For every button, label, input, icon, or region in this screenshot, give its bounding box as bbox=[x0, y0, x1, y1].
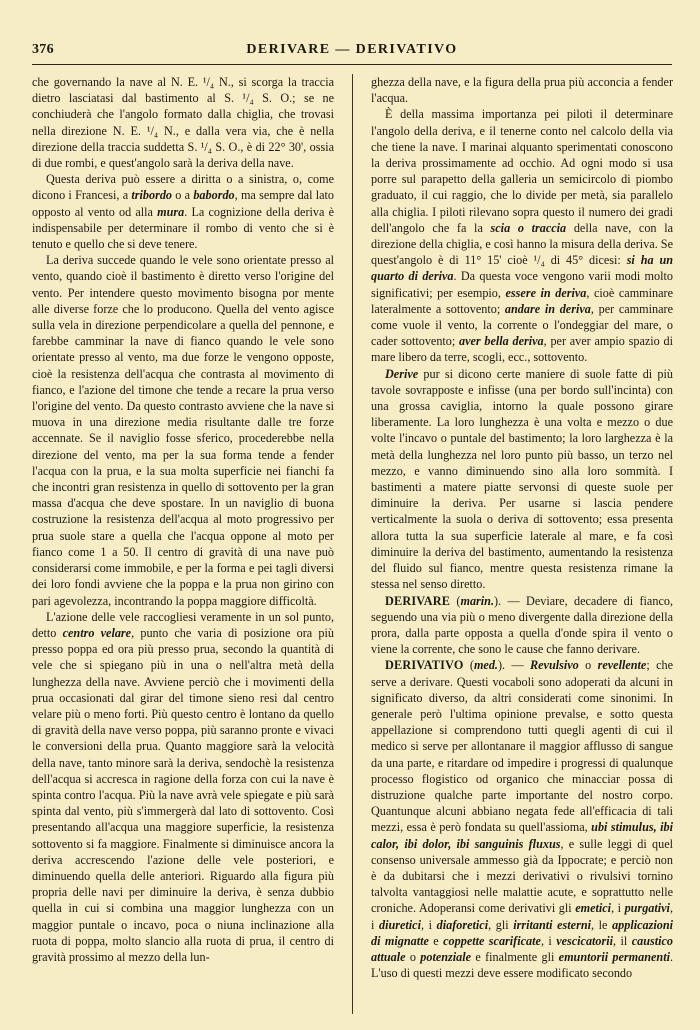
italic-term: Revulsivo bbox=[530, 658, 579, 673]
paragraph: Questa deriva può essere a diritta o a sinistra, o, come dicono i Francesi, a tribordo o a babordo, ma sempre dal lato opposto al vento od alla mura. La cognizione della deriva è indispensabile per determinare il rombo di vento che si è tenuto e quello che si deve tenere. bbox=[32, 172, 334, 252]
running-title: DERIVARE — DERIVATIVO bbox=[246, 42, 458, 57]
page-header bbox=[32, 42, 672, 62]
entry-domain: med. bbox=[473, 658, 498, 673]
italic-term: coppette scarificate bbox=[443, 933, 541, 948]
italic-term: irritanti esterni bbox=[513, 917, 591, 932]
italic-term: purgativi bbox=[624, 901, 670, 916]
italic-term: mura bbox=[157, 204, 185, 219]
entry-domain: marin. bbox=[460, 593, 494, 608]
dictionary-entry: DERIVATIVO (med.). — Revulsivo o revellente; che serve a derivare. Questi vocaboli sono adoperati da alcuni in significato diverso, da altri considerati come sinonimi. In generale però l'ultima opinione prevalse, e sotto questa appellazione si comprendono tutti quegli agenti di cui il medico si serve per allontanare il maggior afflusso di sangue da una parte, e ritardare od impedire i progressi di qualunque processo flogistico od organico che minacciar possa di distruzione qualche parte importante del nostro corpo. Quantunque alcuni abbiano negata fede all'efficacia di tali mezzi, essa è però fondata su quell'assioma, ubi stimulus, ibi calor, ibi dolor, ibi sanguinis fluxus, e sulle leggi di quel consenso universale ammesso già da Ippocrate; e perciò non è da dubitarsi che i mezzi derivativi o rivulsivi tornino talvolta vantaggiosi nelle malattie acute, e soprattutto nelle croniche. Adoperansi come derivativi gli emetici, i purgativi, i diuretici, i diaforetici, gli irritanti esterni, le applicazioni di mignatte e coppette scarificate, i vescicatorii, il caustico attuale o potenziale e finalmente gli emuntorii permanenti. L'uso di questi mezzi deve essere modificato secondo bbox=[371, 658, 674, 981]
italic-term: caustico attuale bbox=[371, 933, 673, 964]
italic-term: scia o traccia bbox=[490, 220, 567, 235]
paragraph: che governando la nave al N. E. ¹/₄ N., si scorga la traccia dietro lasciatasi dal bastimento al S. ¹/₄ S. O.; se ne conchiuderà che l'angolo formato dalla chiglia, che trovasi nella direzione N. E. ¹/₄ N., e dalla vera via, che è nella direzione della traccia suddetta S. ¹/₄ S. O., è di 22° 30', ossia di due rombi, e quest'angolo sarà la deriva della nave. bbox=[32, 75, 334, 171]
header-rule bbox=[32, 64, 672, 65]
italic-term: aver bella deriva bbox=[459, 334, 544, 349]
italic-term: Derive bbox=[385, 366, 419, 381]
paragraph: ghezza della nave, e la figura della prua più acconcia a fender l'acqua. bbox=[371, 75, 673, 106]
italic-term: diuretici bbox=[379, 917, 421, 932]
italic-term: emetici bbox=[575, 901, 612, 916]
paragraph: Derive pur si dicono certe maniere di suole fatte di più tavole sovrapposte e infisse (una per bordo sull'incinta) con una grossa caviglia, intorno la quale possono girare liberamente. La loro lunghezza è una volta e mezzo o due volte l'incavo o puntale del bastimento; la loro larghezza è la metà della lunghezza nel loro punto più basso, un terzo nel mezzo, e vanno diminuendo sino alla loro sommità. I bastimenti a matere piatte servonsi di queste suole per diminuire la deriva. Per usarne si lascia pendere verticalmente la suola o deriva di sottovento; essa presenta allora tutta la sua superficie laterale al mare, e fa così diminuire la deriva del bastimento, aumentando la resistenza del fluido sul fianco, mentre questa resistenza rimane la stessa nel senso diretto. bbox=[371, 366, 673, 592]
page-number: 376 bbox=[32, 42, 54, 57]
italic-term: essere in deriva bbox=[505, 285, 587, 300]
right-column bbox=[371, 74, 673, 981]
italic-term: vescicatorii bbox=[556, 933, 614, 948]
paragraph: È della massima importanza pei piloti il determinare l'angolo della deriva, e il tenerne conto nel calcolo della via che tiene la nave. I marinai alquanto sperimentati conoscono la deriva prossimamente ad occhio. Ad ogni modo si usa porre sul parapetto della galleria un semicircolo di piombo graduato, il cui raggio, che lo divide per metà, sia parallelo alla chiglia. I piloti rilevano sopra questo il numero dei gradi dell'angolo che fa la scia o traccia della nave, con la direzione della chiglia, e così hanno la misura della deriva. Se quest'angolo è di 11° 15' cioè ¹/₄ di 45° dicesi: si ha un quarto di deriva. Da questa voce vengono varii modi molto significativi; per esempio, essere in deriva, cioè camminare lateralmente a sottovento; andare in deriva, per camminare come vuole il vento, la corrente o l'ondeggiar del mare, o cader sottovento; aver bella deriva, per aver ampio spazio di mare libero da terre, scogli, ecc., sottovento. bbox=[371, 107, 674, 365]
italic-term: revellente bbox=[597, 658, 647, 673]
italic-term: tribordo bbox=[131, 188, 173, 203]
latin-phrase: ubi stimulus, ibi calor, ibi dolor, ibi sanguinis fluxus bbox=[371, 820, 673, 851]
paragraph: La deriva succede quando le vele sono orientate presso al vento, quando cioè il bastimento è diretto verso l'origine del vento. Per intendere questo movimento bisogna por mente alle diverse forze che lo producono. Quella del vento agisce sulla vela in direzione perpendicolare a quella del pennone, e farebbe camminar la nave di fianco quando le vele sono orientate presso al vento, ma due forze le vengono opposte, cioè la resistenza dell'acqua che contrasta al movimento di fianco, e l'azione del timone che tende a recare la prua verso l'origine del vento. Da questo contrasto avviene che la nave si muova in una direzione media risultante dalle tre forze accennate. Se il naviglio fosse sferico, procederebbe nella direzione del vento, ma per la sua forma tende a fender l'acqua con la prua, e la sua molta superficie nei fianchi fa che incontri gran resistenza in quello di sottovento per la gran massa d'acqua che deve spostare. In un naviglio di buona costruzione la resistenza dell'acqua al moto progressivo per prua suole stare a quella che l'acqua oppone al moto per fianco come 1 a 50. Il centro di gravità di una nave può considerarsi come immobile, e per la forma e pei tagli diversi dei loro fondi avviene che la poppa e la prua non girino con pari agevolezza, incontrando la poppa maggiore difficoltà. bbox=[32, 253, 334, 608]
italic-term: babordo bbox=[193, 188, 235, 203]
italic-term: andare in deriva bbox=[504, 301, 591, 316]
entry-headword: DERIVATIVO bbox=[385, 658, 464, 673]
column-divider bbox=[352, 74, 353, 1014]
italic-term: si ha un quarto di deriva bbox=[371, 253, 673, 284]
italic-term: applicazioni di mignatte bbox=[371, 917, 674, 948]
italic-term: centro velare bbox=[62, 625, 132, 640]
paragraph: L'azione delle vele raccogliesi veramente in un sol punto, detto centro velare, punto che varia di posizione ora più presso poppa ed ora più presso prua, secondo la quantità di vele che si spiegano più in una o nell'altra metà della lunghezza della nave. Avviene perciò che i movimenti della prua occasionati dal girar del timone sieno resi dal centro velare più o meno forti. Più questo centro è lontano da quello di gravità della nave verso poppa, più saranno pronte e vivaci le conversioni della prua. Quanto maggiore sarà la velocità della nave, tanto minore sarà la deriva, sendochè la resistenza dell'acqua si accresca in ragione della forza con cui la nave è spinta contro l'acqua. Più la nave avrà vele spiegate e più sarà spinta dal vento, più s'immergerà dal lato di sottovento. Così presentando all'acqua una maggiore superficie, la resistenza sottovento si fa maggiore. Finalmente si diminuisce ancora la deriva accrescendo l'azione delle vele posteriori, e diminuendo quella delle anteriori. Riguardo alla figura più propria delle navi per diminuire la deriva, è senza dubbio quella in cui si combina una maggior lunghezza con un maggior puntale o incavo, poca o niuna inclinazione alla ruota di poppa, molto slancio alla ruota di prua, il centro di gravità prossimo al mezzo della lun- bbox=[32, 609, 335, 964]
italic-term: diaforetici bbox=[436, 917, 489, 932]
entry-headword: DERIVARE bbox=[385, 593, 451, 608]
italic-term: potenziale bbox=[420, 949, 472, 964]
italic-term: emuntorii permanenti bbox=[558, 949, 670, 964]
left-column bbox=[32, 74, 334, 965]
dictionary-entry: DERIVARE (marin.). — Deviare, decadere di fianco, seguendo una via più o meno divergente dalla direzione della prora, dalla parte opposta a quella d'onde spira il vento o viene la corrente, che sono le cause che fanno derivare. bbox=[371, 593, 673, 657]
